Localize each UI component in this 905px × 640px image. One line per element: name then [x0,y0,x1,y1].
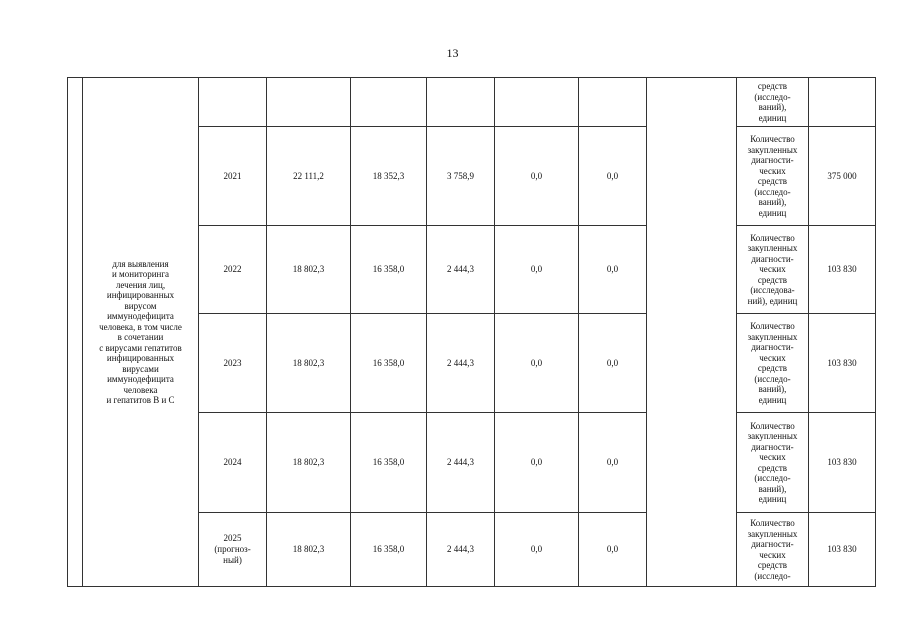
indicator-value-cell: 103 830 [809,226,876,314]
table-cell [427,78,495,127]
other-cell: 0,0 [579,127,647,226]
indicator-text: Количество закупленных диагности- ческих средств (исследо- [747,518,798,581]
number-cell [68,78,83,587]
year-text: 2022 [223,264,242,274]
regional-cell: 2 444,3 [427,513,495,587]
table-cell [267,78,351,127]
federal-cell: 16 358,0 [351,314,427,413]
total-cell: 18 802,3 [267,226,351,314]
other-cell: 0,0 [579,413,647,513]
indicator-value-cell: 103 830 [809,314,876,413]
indicator-cell [737,127,809,226]
federal-cell: 16 358,0 [351,413,427,513]
indicator-value-cell: 375 000 [809,127,876,226]
year-text: 2023 [223,357,242,368]
federal-cell: 18 352,3 [351,127,427,226]
indicator-text: Количество закупленных диагности- ческих средств (исследо- ваний), единиц [747,321,798,405]
page-number: 13 [446,46,459,60]
federal-cell: 16 358,0 [351,226,427,314]
table-cell [809,78,876,127]
measure-name-cell [83,78,199,587]
local-cell: 0,0 [495,413,579,513]
total-cell: 18 802,3 [267,413,351,513]
table-cell [199,78,267,127]
regional-cell: 2 444,3 [427,413,495,513]
year-text: 2024 [223,457,242,467]
year-cell [199,314,267,413]
indicator-value-cell: 103 830 [809,513,876,587]
other-cell: 0,0 [579,513,647,587]
indicator-cell [737,78,809,127]
total-cell: 22 111,2 [267,127,351,226]
indicator-cell [737,314,809,413]
regional-cell: 2 444,3 [427,226,495,314]
total-cell: 18 802,3 [267,513,351,587]
year-cell [199,413,267,513]
indicator-text: Количество закупленных диагности- ческих средств (исследо- ваний), единиц [747,134,798,218]
program-table [67,77,876,587]
local-cell: 0,0 [495,127,579,226]
other-cell: 0,0 [579,314,647,413]
table-cell [495,78,579,127]
measure-name: для выявления и мониторинга лечения лиц, инфицированных вирусом иммунодефицита человека, в том числе в сочетании с вирусами гепатитов инфицированных вирусами иммунодефицита человека и гепатитов В и С [99,258,182,405]
regional-cell: 2 444,3 [427,314,495,413]
total-cell: 18 802,3 [267,314,351,413]
indicator-cell [737,513,809,587]
indicator-text: Количество закупленных диагности- ческих средств (исследова- ний), единиц [747,232,798,306]
year-cell [199,226,267,314]
local-cell: 0,0 [495,314,579,413]
table-cell [579,78,647,127]
year-cell [199,127,267,226]
local-cell: 0,0 [495,226,579,314]
indicator-cell [737,226,809,314]
table-cell [351,78,427,127]
year-text: 2021 [223,170,242,181]
table-row [68,78,876,127]
indicator-cell [737,413,809,513]
local-cell: 0,0 [495,513,579,587]
year-cell [199,513,267,587]
regional-cell: 3 758,9 [427,127,495,226]
empty-column-cell [647,78,737,587]
indicator-text: Количество закупленных диагности- ческих средств (исследо- ваний), единиц [747,420,798,504]
indicator-text: средств (исследо- ваний), единиц [754,81,791,123]
year-text: 2025 (прогноз- ный) [214,533,251,565]
other-cell: 0,0 [579,226,647,314]
indicator-value-cell: 103 830 [809,413,876,513]
federal-cell: 16 358,0 [351,513,427,587]
